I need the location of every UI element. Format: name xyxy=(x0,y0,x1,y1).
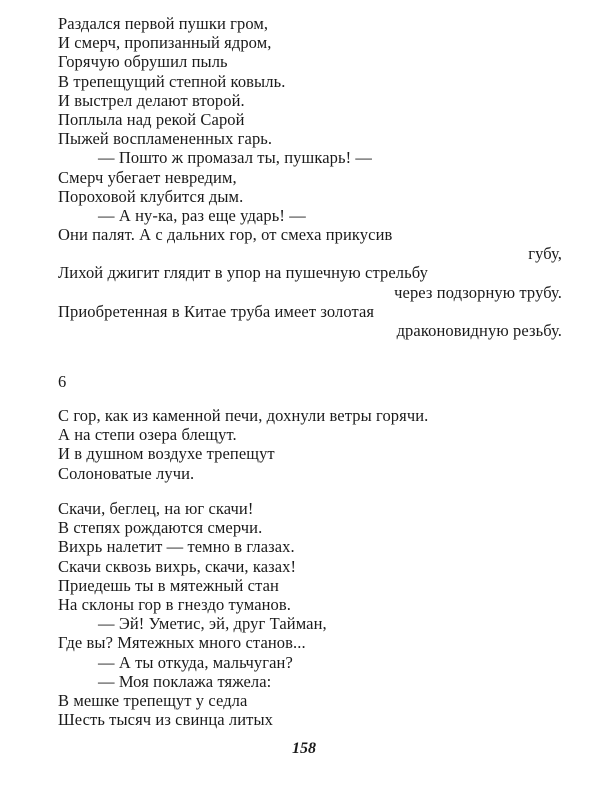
verse-line-continuation: губу, xyxy=(528,244,562,264)
verse-line-continuation: драконовидную резьбу. xyxy=(396,321,562,340)
verse-line: Шесть тысяч из свинца литых xyxy=(58,710,274,730)
verse-line: И в душном воздухе трепещут xyxy=(58,444,275,464)
stanza-1 xyxy=(58,14,568,340)
verse-line: Скачи сквозь вихрь, скачи, казах! xyxy=(58,556,297,576)
verse-line: — Эй! Уметис, эй, друг Тайман, xyxy=(98,614,327,634)
verse-line: В мешке трепещут у седла xyxy=(58,690,248,710)
stanza-2 xyxy=(58,406,568,483)
verse-line: — А ты откуда, мальчуган? xyxy=(98,652,293,672)
verse-line: Пыжей воспламененных гарь. xyxy=(58,129,273,149)
verse-line: Они палят. А с дальних гор, от смеха прикусив xyxy=(58,225,393,245)
section-number: 6 xyxy=(58,372,67,391)
verse-line: В степях рождаются смерчи. xyxy=(58,518,263,538)
verse-line: Раздался первой пушки гром, xyxy=(58,14,269,33)
verse-line: — А ну-ка, раз еще ударь! — xyxy=(98,205,306,225)
verse-line: Смерч убегает невредим, xyxy=(58,167,237,187)
verse-line: И выстрел делают второй. xyxy=(58,90,245,110)
verse-line: На склоны гор в гнездо туманов. xyxy=(58,594,292,614)
page-number: 158 xyxy=(292,740,316,757)
verse-line: Скачи, беглец, на юг скачи! xyxy=(58,499,254,518)
verse-line: Вихрь налетит — темно в глазах. xyxy=(58,537,295,557)
verse-line: Лихой джигит глядит в упор на пушечную стрельбу xyxy=(58,263,428,283)
verse-line: И смерч, пропизанный ядром, xyxy=(58,33,272,53)
verse-line: — Моя поклажа тяжела: xyxy=(98,671,272,691)
verse-line-continuation: через подзорную трубу. xyxy=(394,282,562,302)
verse-line: С гор, как из каменной печи, дохнули ветры горячи. xyxy=(58,406,429,425)
verse-line: В трепещущий степной ковыль. xyxy=(58,71,286,91)
verse-line: Приедешь ты в мятежный стан xyxy=(58,575,279,595)
stanza-3 xyxy=(58,499,568,729)
verse-line: — Пошто ж промазал ты, пушкарь! — xyxy=(98,148,373,168)
verse-line: Где вы? Мятежных много станов... xyxy=(58,633,306,653)
verse-line: Солоноватые лучи. xyxy=(58,463,195,483)
verse-line: Поплыла над рекой Сарой xyxy=(58,109,245,129)
verse-line: А на степи озера блещут. xyxy=(58,425,237,445)
verse-line: Приобретенная в Китае труба имеет золотая xyxy=(58,301,375,321)
verse-line: Пороховой клубится дым. xyxy=(58,186,244,206)
verse-line: Горячую обрушил пыль xyxy=(58,52,228,72)
